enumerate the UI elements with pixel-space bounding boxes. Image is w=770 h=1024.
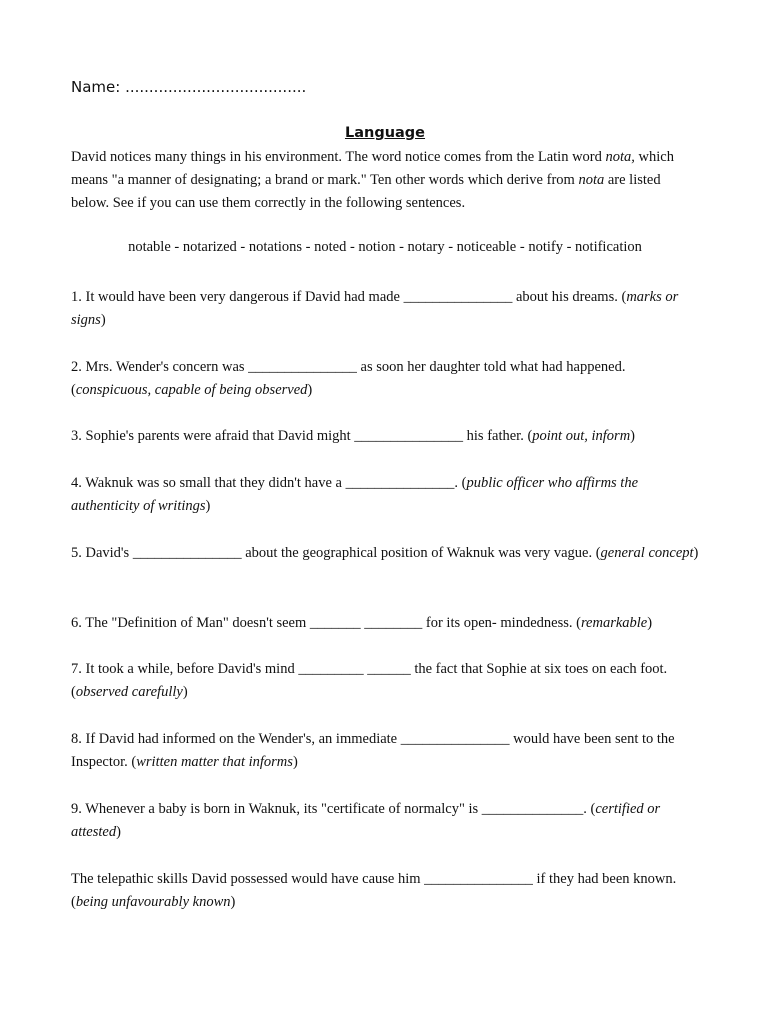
question-text: 7. It took a while, before David's mind _________ ______ the fact that Sophie at six toes on each foot. (	[71, 661, 668, 700]
question-text: 1. It would have been very dangerous if David had made _______________ about his dreams. (	[71, 289, 627, 305]
question-close: )	[100, 312, 106, 328]
question-close: )	[307, 382, 313, 398]
question-hint: observed carefully	[75, 684, 183, 700]
name-field-label: Name: ......................................	[71, 78, 307, 96]
question-5	[71, 542, 699, 565]
question-9	[71, 798, 699, 844]
question-hint: certified or attested	[71, 801, 661, 840]
question-hint: point out, inform	[532, 428, 631, 444]
question-text: 2. Mrs. Wender's concern was _______________ as soon her daughter told what had happened. (	[71, 359, 626, 398]
question-text: 6. The "Definition of Man" doesn't seem _______ ________ for its open- mindedness. (	[71, 615, 581, 631]
question-close: )	[205, 498, 211, 514]
page-title: Language	[344, 125, 426, 141]
question-close: )	[647, 615, 653, 631]
question-hint: marks or signs	[71, 289, 679, 328]
question-hint: being unfavourably known	[75, 894, 231, 910]
question-hint: conspicuous, capable of being observed	[75, 382, 308, 398]
question-close: )	[230, 894, 236, 910]
question-close: )	[630, 428, 636, 444]
question-2	[71, 356, 699, 402]
question-3	[71, 425, 699, 448]
question-text: The telepathic skills David possessed would have cause him _______________ if they had been known. (	[71, 871, 677, 910]
intro-text-1: David notices many things in his environment. The word notice comes from the Latin word	[71, 149, 606, 165]
question-close: )	[292, 754, 298, 770]
intro-latin-word-2: nota	[578, 172, 605, 188]
question-close: )	[116, 824, 121, 840]
word-bank: notable - notarized - notations - noted - notion - notary - noticeable - notify - notification	[128, 239, 642, 255]
question-text: 3. Sophie's parents were afraid that David might _______________ his father. (	[71, 428, 533, 444]
intro-paragraph	[71, 146, 699, 215]
question-close: )	[182, 684, 188, 700]
question-6	[71, 612, 699, 635]
question-hint: general concept	[600, 545, 694, 561]
question-close: )	[693, 545, 699, 561]
intro-text-3: are listed below. See if you can use them correctly in the following sentences.	[71, 172, 661, 211]
question-text: 4. Waknuk was so small that they didn't have a _______________. (	[71, 475, 467, 491]
question-text: 8. If David had informed on the Wender's, an immediate _______________ would have been sent to the Inspector. (	[71, 731, 675, 770]
question-7	[71, 658, 699, 704]
intro-text-2: which means "a manner of designating; a brand or mark." Ten other words which derive from	[71, 149, 674, 188]
intro-latin-word-1: nota,	[605, 149, 635, 165]
question-hint: written matter that informs	[136, 754, 293, 770]
question-text: 9. Whenever a baby is born in Waknuk, its "certificate of normalcy" is ______________. (	[71, 801, 596, 817]
question-1	[71, 286, 699, 332]
question-hint: public officer who affirms the authenticity of writings	[71, 475, 639, 514]
question-8	[71, 728, 699, 774]
question-10	[71, 868, 699, 914]
question-text: 5. David's _______________ about the geographical position of Waknuk was very vague. (	[71, 545, 601, 561]
question-4	[71, 472, 699, 518]
question-hint: remarkable	[580, 615, 648, 631]
